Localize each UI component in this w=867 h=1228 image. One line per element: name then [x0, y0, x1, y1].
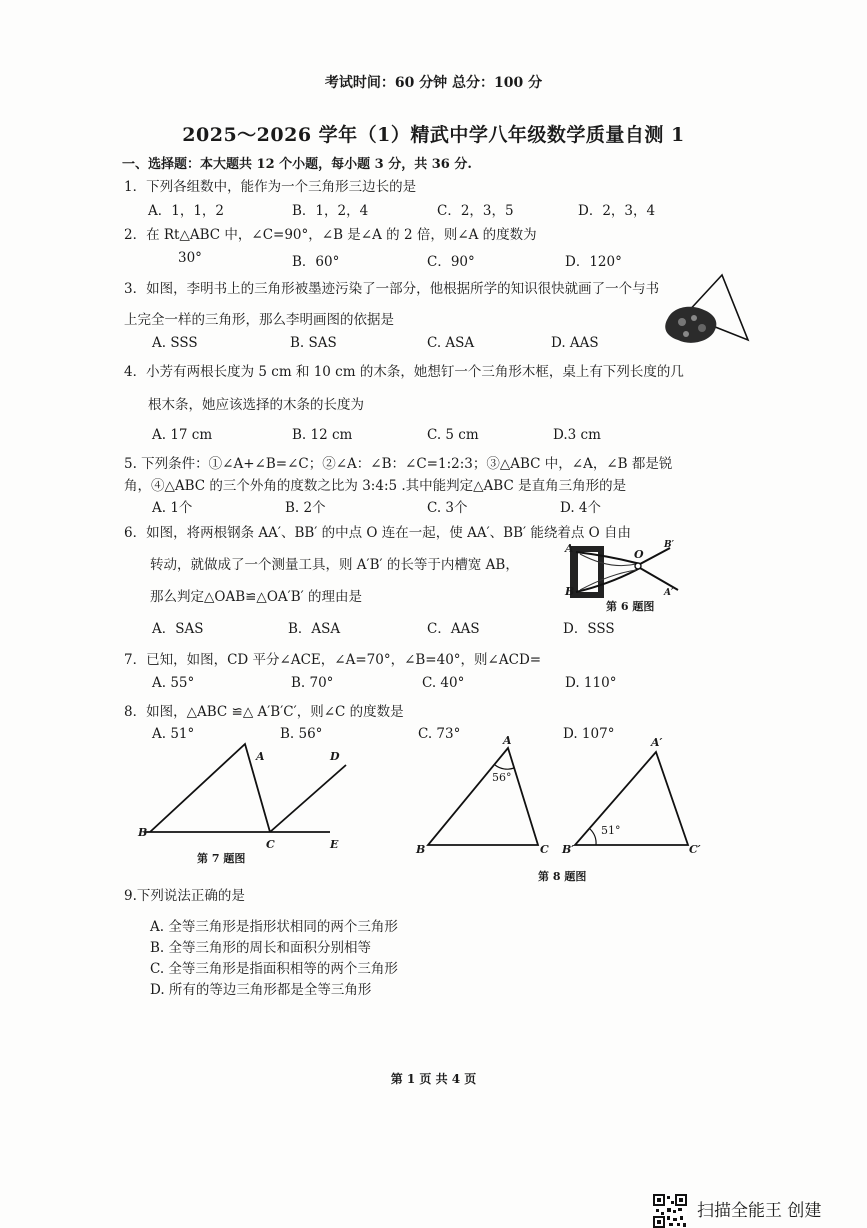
- question-8-option-d: D. 107°: [563, 726, 615, 742]
- question-1-option-a: A．1，1，2: [148, 203, 225, 219]
- question-6-option-d: D．SSS: [563, 621, 615, 637]
- question-5-option-a: A. 1个: [152, 500, 193, 516]
- q6-figure-caption: 第 6 题图: [606, 600, 655, 613]
- q8-angle-a: 56°: [492, 771, 512, 784]
- question-3-stem-line1: 3．如图，李明书上的三角形被墨迹污染了一部分，他根据所学的知识很快就画了一个与书: [124, 281, 660, 297]
- question-4-stem-line2: 根木条，她应该选择的木条的长度为: [148, 397, 364, 413]
- question-5-stem-line1: 5. 下列条件：①∠A+∠B=∠C；②∠A：∠B：∠C=1:2:3；③△ABC 中，∠A，∠B 都是锐: [124, 456, 673, 472]
- q7-label-e: E: [330, 838, 339, 851]
- question-9-stem: 9.下列说法正确的是: [124, 888, 245, 904]
- question-3-option-d: D. AAS: [551, 335, 599, 351]
- question-2-option-b: B．60°: [292, 254, 340, 270]
- question-8-option-b: B. 56°: [280, 726, 323, 742]
- q8-label-c-prime: C′: [689, 843, 701, 856]
- question-1-option-b: B．1，2，4: [292, 203, 369, 219]
- question-3-option-c: C. ASA: [427, 335, 475, 351]
- scanner-watermark: 扫描全能王 创建: [697, 1201, 822, 1221]
- question-8-stem: 8．如图，△ABC ≌△ A′B′C′，则∠C 的度数是: [124, 704, 404, 720]
- question-4-option-a: A. 17 cm: [152, 427, 213, 443]
- exam-title: 2025～2026 学年（1）精武中学八年级数学质量自测 1: [182, 124, 685, 146]
- q6-label-b: B: [565, 585, 575, 598]
- q7-label-b: B: [138, 826, 148, 839]
- question-4-option-d: D.3 cm: [553, 427, 601, 443]
- question-6-stem-line1: 6．如图，将两根钢条 AA′、BB′ 的中点 O 连在一起，使 AA′、BB′ 能绕着点 O 自由: [124, 525, 631, 541]
- question-2-option-c: C．90°: [427, 254, 475, 270]
- question-1-option-d: D．2，3，4: [578, 203, 656, 219]
- question-3-option-b: B. SAS: [290, 335, 337, 351]
- q7-figure-caption: 第 7 题图: [197, 852, 246, 865]
- question-2-stem: 2．在 Rt△ABC 中，∠C=90°，∠B 是∠A 的 2 倍，则∠A 的度数为: [124, 227, 537, 243]
- page-footer: 第 1 页 共 4 页: [390, 1072, 477, 1086]
- question-6-option-c: C．AAS: [427, 621, 480, 637]
- question-1-option-c: C．2，3，5: [437, 203, 514, 219]
- question-5-option-d: D. 4个: [560, 500, 602, 516]
- q6-label-a-prime: A′: [664, 588, 674, 598]
- exam-info-header: 考试时间：60 分钟 总分：100 分: [324, 75, 543, 91]
- question-9-option-b: B. 全等三角形的周长和面积分别相等: [150, 940, 372, 956]
- question-9-option-c: C. 全等三角形是指面积相等的两个三角形: [150, 961, 398, 977]
- qr-code-icon: [653, 1194, 687, 1228]
- question-1-stem: 1．下列各组数中，能作为一个三角形三边长的是: [124, 179, 417, 195]
- question-3-stem-line2: 上完全一样的三角形，那么李明画图的依据是: [124, 312, 394, 328]
- q8-label-a: A: [503, 734, 512, 747]
- q7-label-a: A: [256, 750, 265, 763]
- question-7-option-b: B. 70°: [291, 675, 334, 691]
- q6-label-a: A: [565, 542, 574, 555]
- q8-label-b: B: [416, 843, 426, 856]
- question-9-option-d: D. 所有的等边三角形都是全等三角形: [150, 982, 372, 998]
- q6-label-b-prime: B′: [664, 540, 674, 550]
- question-7-option-d: D. 110°: [565, 675, 617, 691]
- q7-label-c: C: [266, 838, 275, 851]
- q6-label-o: O: [634, 548, 644, 561]
- question-6-stem-line2: 转动，就做成了一个测量工具，则 A′B′ 的长等于内槽宽 AB，: [150, 557, 519, 573]
- question-4-option-c: C. 5 cm: [427, 427, 479, 443]
- question-4-option-b: B. 12 cm: [292, 427, 353, 443]
- question-2-option-a: 30°: [178, 250, 202, 266]
- question-8-option-c: C. 73°: [418, 726, 461, 742]
- question-5-option-b: B. 2个: [285, 500, 326, 516]
- question-5-option-c: C. 3个: [427, 500, 468, 516]
- section-heading: 一、选择题：本大题共 12 个小题，每小题 3 分，共 36 分.: [122, 157, 472, 172]
- q8-label-b-prime: B′: [562, 843, 575, 856]
- question-3-option-a: A. SSS: [152, 335, 198, 351]
- q8-label-c: C: [540, 843, 549, 856]
- question-2-option-d: D．120°: [565, 254, 622, 270]
- q7-label-d: D: [330, 750, 340, 763]
- q8-angle-b-prime: 51°: [601, 824, 621, 837]
- question-7-stem: 7．已知，如图，CD 平分∠ACE，∠A=70°，∠B=40°，则∠ACD=: [124, 652, 542, 668]
- q8-label-a-prime: A′: [651, 736, 663, 749]
- q8-figure-caption: 第 8 题图: [538, 870, 587, 883]
- question-9-option-a: A. 全等三角形是指形状相同的两个三角形: [150, 919, 398, 935]
- question-6-stem-line3: 那么判定△OAB≌△OA′B′ 的理由是: [150, 589, 362, 605]
- question-7-option-a: A. 55°: [152, 675, 195, 691]
- question-8-option-a: A. 51°: [152, 726, 195, 742]
- question-4-stem-line1: 4．小芳有两根长度为 5 cm 和 10 cm 的木条，她想钉一个三角形木框，桌上有下列长度的几: [124, 364, 684, 380]
- question-5-stem-line2: 角，④△ABC 的三个外角的度数之比为 3:4:5 .其中能判定△ABC 是直角三角形的是: [124, 478, 627, 494]
- question-6-option-a: A．SAS: [152, 621, 204, 637]
- question-7-option-c: C. 40°: [422, 675, 465, 691]
- question-6-option-b: B．ASA: [288, 621, 341, 637]
